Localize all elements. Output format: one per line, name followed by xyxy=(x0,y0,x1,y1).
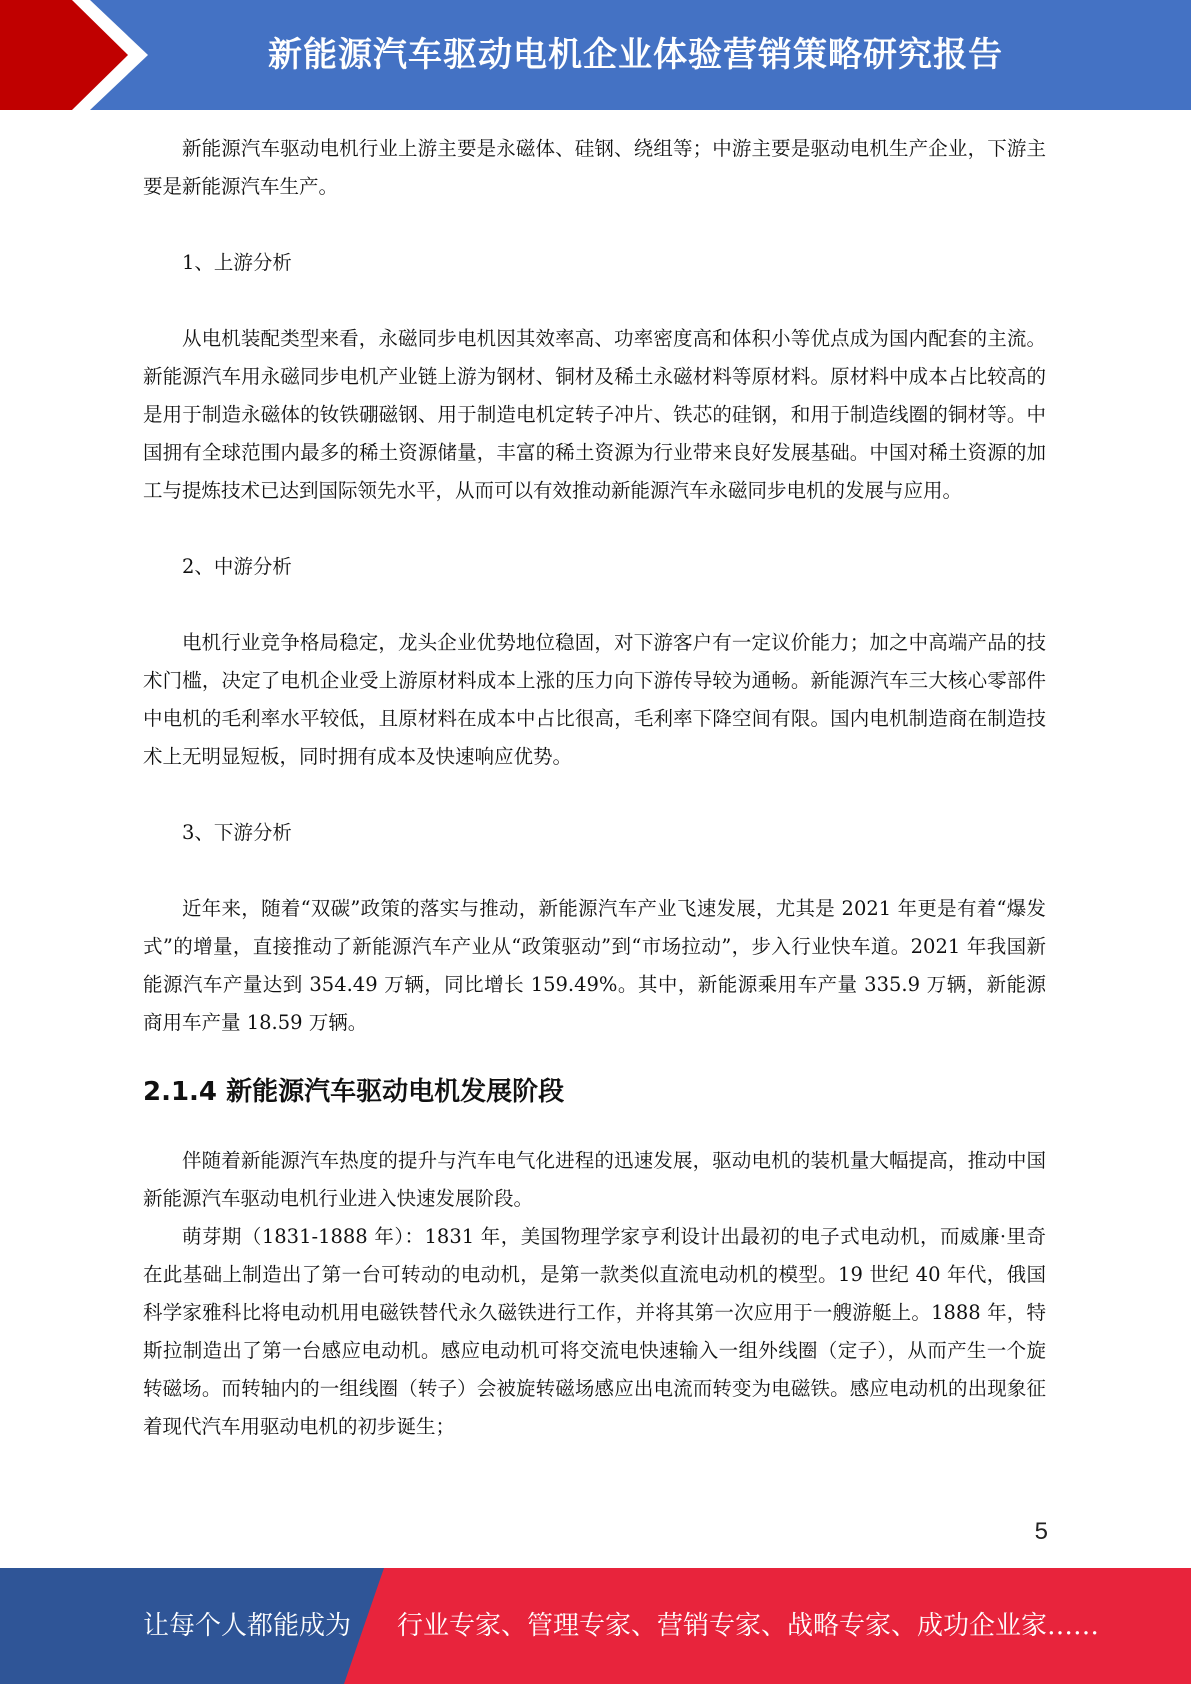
midstream-paragraph: 电机行业竞争格局稳定，龙头企业优势地位稳固，对下游客户有一定议价能力；加之中高端产品的技术门槛，决定了电机企业受上游原材料成本上涨的压力向下游传导较为通畅。新能源汽车三大核心零部件中电机的毛利率水平较低，且原材料在成本中占比很高，毛利率下降空间有限。国内电机制造商在制造技术上无明显短板，同时拥有成本及快速响应优势。 xyxy=(143,631,1046,768)
upstream-paragraph: 从电机装配类型来看，永磁同步电机因其效率高、功率密度高和体积小等优点成为国内配套的主流。新能源汽车用永磁同步电机产业链上游为钢材、铜材及稀土永磁材料等原材料。原材料中成本占比较高的是用于制造永磁体的钕铁硼磁钢、用于制造电机定转子冲片、铁芯的硅钢，和用于制造线圈的铜材等。中国拥有全球范围内最多的稀土资源储量，丰富的稀土资源为行业带来良好发展基础。中国对稀土资源的加工与提炼技术已达到国际领先水平，从而可以有效推动新能源汽车永磁同步电机的发展与应用。 xyxy=(143,327,1046,502)
page-number: 5 xyxy=(1034,1518,1048,1545)
red-arrow-decoration xyxy=(0,0,150,110)
midstream-heading: 2、中游分析 xyxy=(182,555,292,578)
footer-slogan-right: 行业专家、管理专家、营销专家、战略专家、成功企业家…… xyxy=(397,1611,1100,1641)
header-banner xyxy=(0,0,1191,110)
section-paragraph-2: 萌芽期（1831-1888 年）：1831 年，美国物理学家亨利设计出最初的电子式电动机，而威廉·里奇在此基础上制造出了第一台可转动的电动机，是第一款类似直流电动机的模型。19 世纪 40 年代，俄国科学家雅科比将电动机用电磁铁替代永久磁铁进行工作，并将其第一次应用于一艘游艇上。1888 年，特斯拉制造出了第一台感应电动机。感应电动机可将交流电快速输入一组外线圈（定子），从而产生一个旋转磁场。而转轴内的一组线圈（转子）会被旋转磁场感应出电流而转变为电磁铁。感应电动机的出现象征着现代汽车用驱动电机的初步诞生； xyxy=(143,1225,1046,1438)
upstream-heading: 1、上游分析 xyxy=(182,251,292,274)
document-body xyxy=(143,130,1046,1446)
footer-slogan-left: 让每个人都能成为 xyxy=(143,1611,352,1641)
footer-banner xyxy=(0,1568,1191,1684)
section-heading: 2.1.4 新能源汽车驱动电机发展阶段 xyxy=(143,1077,565,1107)
report-title: 新能源汽车驱动电机企业体验营销策略研究报告 xyxy=(268,35,1003,75)
section-paragraph-1: 伴随着新能源汽车热度的提升与汽车电气化进程的迅速发展，驱动电机的装机量大幅提高，推动中国新能源汽车驱动电机行业进入快速发展阶段。 xyxy=(143,1149,1046,1210)
downstream-paragraph: 近年来，随着“双碳”政策的落实与推动，新能源汽车产业飞速发展，尤其是 2021 年更是有着“爆发式”的增量，直接推动了新能源汽车产业从“政策驱动”到“市场拉动”，步入行业快车道。2021 年我国新能源汽车产量达到 354.49 万辆，同比增长 159.49%。其中，新能源乘用车产量 335.9 万辆，新能源商用车产量 18.59 万辆。 xyxy=(143,897,1046,1034)
intro-paragraph: 新能源汽车驱动电机行业上游主要是永磁体、硅钢、绕组等；中游主要是驱动电机生产企业，下游主要是新能源汽车生产。 xyxy=(143,137,1046,198)
downstream-heading: 3、下游分析 xyxy=(182,821,292,844)
